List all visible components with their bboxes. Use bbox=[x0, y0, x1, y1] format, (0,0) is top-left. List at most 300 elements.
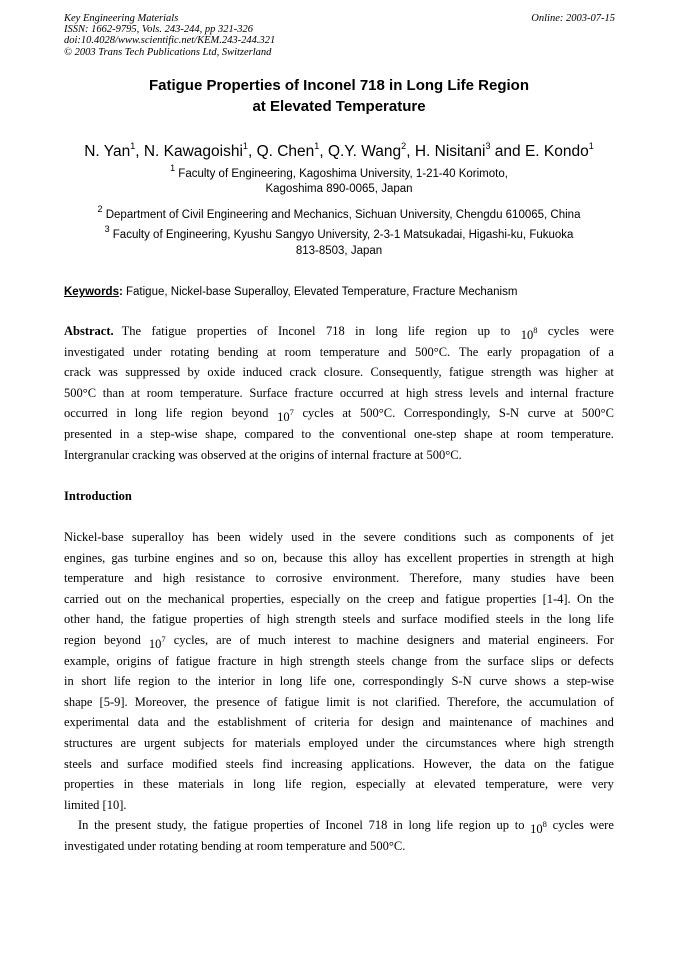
journal-name: Key Engineering Materials bbox=[64, 13, 179, 24]
word: and bbox=[422, 715, 441, 730]
word: life bbox=[309, 674, 327, 689]
word: one-step bbox=[414, 426, 457, 441]
word: and bbox=[505, 385, 524, 400]
word: fracture bbox=[574, 385, 614, 400]
word: this bbox=[328, 550, 347, 565]
introduction-line bbox=[64, 795, 614, 816]
word: internal bbox=[530, 385, 569, 400]
word: fatigue bbox=[284, 694, 320, 709]
word: Consequently, bbox=[370, 365, 442, 380]
word: increasing bbox=[291, 756, 343, 771]
word: up bbox=[477, 324, 491, 338]
word: change bbox=[391, 653, 428, 668]
word: long bbox=[408, 818, 431, 833]
introduction-line bbox=[64, 651, 614, 672]
word: jet bbox=[601, 530, 614, 544]
word: life bbox=[284, 777, 302, 792]
author-name: N. Yan bbox=[84, 143, 131, 161]
word: in bbox=[514, 550, 524, 565]
word: creep bbox=[387, 591, 415, 606]
word: the bbox=[598, 591, 614, 606]
author-name: Q. Chen bbox=[256, 143, 315, 161]
issn-line: ISSN: 1662-9795, Vols. 243-244, pp 321-326 bbox=[64, 24, 253, 36]
word: at bbox=[500, 426, 510, 441]
word: establishment bbox=[217, 715, 287, 730]
word: the bbox=[193, 715, 210, 730]
word: interior bbox=[218, 674, 255, 689]
word: design bbox=[381, 715, 414, 730]
word: interest bbox=[293, 632, 331, 647]
exponent: 8 bbox=[542, 819, 547, 830]
word: Nickel-base bbox=[64, 530, 124, 544]
word: region bbox=[191, 406, 223, 421]
word: 718 bbox=[325, 324, 345, 338]
word: or bbox=[560, 653, 572, 668]
word: beyond bbox=[104, 632, 141, 647]
word: by bbox=[187, 365, 200, 380]
word: from bbox=[434, 653, 459, 668]
word: in bbox=[119, 426, 130, 441]
word: step-wise bbox=[566, 674, 614, 689]
word: short bbox=[81, 674, 107, 689]
word: very bbox=[591, 777, 614, 792]
word: to bbox=[177, 674, 188, 689]
title-line-1: Fatigue Properties of Inconel 718 in Long Life Region bbox=[148, 77, 530, 94]
word: and bbox=[462, 632, 481, 647]
word: carried bbox=[64, 591, 99, 606]
abstract-last-line-text: Intergranular cracking was observed at the origins of internal fracture at 500°C. bbox=[64, 447, 462, 462]
word: region bbox=[435, 324, 468, 338]
word: been bbox=[590, 571, 614, 586]
word: crack bbox=[64, 365, 92, 380]
word: of bbox=[589, 344, 600, 359]
word: the bbox=[465, 653, 481, 668]
introduction-line bbox=[64, 774, 614, 795]
word: crack bbox=[289, 365, 317, 380]
word: experimental bbox=[64, 715, 130, 730]
word: resistance bbox=[195, 571, 245, 586]
word: cycles, bbox=[173, 632, 209, 647]
word: rotating bbox=[170, 344, 210, 359]
word: data bbox=[137, 715, 159, 730]
word: structures bbox=[64, 735, 113, 750]
word: long bbox=[134, 406, 158, 421]
word: Moreover, bbox=[134, 694, 187, 709]
word: For bbox=[596, 632, 614, 647]
word: are bbox=[216, 632, 232, 647]
author-affiliation-mark: 1 bbox=[314, 141, 320, 151]
word-with-superscript: $10^8$ bbox=[530, 819, 547, 837]
word: life bbox=[436, 818, 454, 833]
word: region bbox=[458, 818, 491, 833]
word: properties bbox=[196, 324, 247, 338]
word: excellent bbox=[406, 550, 453, 565]
word: properties bbox=[253, 818, 304, 833]
word: is bbox=[356, 694, 366, 709]
word: higher bbox=[565, 365, 598, 380]
word: designers bbox=[406, 632, 455, 647]
word: to bbox=[338, 632, 349, 647]
word: Therefore, bbox=[409, 571, 463, 586]
word: temperature. bbox=[179, 385, 243, 400]
word: on bbox=[127, 591, 140, 606]
word: cycles bbox=[547, 324, 580, 338]
word: and bbox=[220, 550, 239, 565]
word: maintenance bbox=[449, 715, 513, 730]
word: on, bbox=[261, 550, 278, 565]
word: criteria bbox=[314, 715, 350, 730]
word: in bbox=[355, 324, 365, 338]
abstract-line bbox=[64, 424, 614, 445]
author-separator: , bbox=[319, 143, 328, 161]
word: strength bbox=[309, 653, 350, 668]
word: investigated bbox=[64, 344, 125, 359]
keywords-line bbox=[64, 283, 624, 301]
word: fracture bbox=[217, 653, 257, 668]
word: region, bbox=[311, 777, 347, 792]
abstract-line bbox=[64, 342, 614, 363]
word: life bbox=[113, 674, 131, 689]
word: urgent bbox=[144, 735, 176, 750]
word: bending bbox=[217, 344, 259, 359]
word: On bbox=[577, 591, 593, 606]
word: fatigue bbox=[175, 653, 211, 668]
word: engines, bbox=[64, 550, 106, 565]
word: Surface bbox=[249, 385, 288, 400]
affiliation-2-text: Department of Civil Engineering and Mechanics, Sichuan University, Chengdu 610065, China bbox=[105, 208, 581, 221]
word: at bbox=[415, 777, 425, 792]
word: Inconel bbox=[325, 818, 363, 833]
word: were bbox=[589, 818, 614, 833]
word: fracture bbox=[294, 385, 334, 400]
word: steels bbox=[64, 756, 92, 771]
word: and bbox=[595, 715, 614, 730]
word: a bbox=[553, 674, 560, 689]
word: of bbox=[520, 715, 532, 730]
word: of bbox=[309, 818, 320, 833]
word: steels bbox=[356, 653, 385, 668]
word: cycles bbox=[302, 406, 334, 421]
author-affiliation-mark: 1 bbox=[242, 141, 248, 151]
word: fatigue bbox=[152, 612, 187, 627]
word: region bbox=[138, 674, 171, 689]
word: properties, bbox=[231, 591, 285, 606]
word: materials bbox=[254, 735, 301, 750]
word: Therefore, bbox=[447, 694, 500, 709]
word: the bbox=[546, 612, 562, 627]
word: and bbox=[420, 591, 439, 606]
introduction-heading: Introduction bbox=[64, 489, 132, 503]
word: S-N bbox=[498, 406, 520, 421]
word: superalloy bbox=[131, 530, 184, 544]
word: was bbox=[538, 365, 559, 380]
word: to bbox=[301, 426, 312, 441]
word: long bbox=[279, 674, 302, 689]
word: Correspondingly, bbox=[403, 406, 491, 421]
word: shape bbox=[64, 694, 93, 709]
word: The bbox=[121, 324, 142, 338]
word: strength bbox=[530, 550, 571, 565]
introduction-line bbox=[64, 609, 614, 630]
word: were bbox=[557, 777, 583, 792]
word: at bbox=[390, 385, 400, 400]
word: much bbox=[258, 632, 286, 647]
author-separator: and bbox=[490, 143, 525, 161]
journal-header bbox=[64, 13, 424, 58]
word: fatigue bbox=[448, 365, 484, 380]
affiliation-1-text: Faculty of Engineering, Kagoshima University, 1-21-40 Korimoto, bbox=[178, 167, 508, 180]
author-name: Q.Y. Wang bbox=[327, 143, 402, 161]
affiliation-1-number: 1 bbox=[170, 163, 176, 173]
word: region bbox=[64, 632, 96, 647]
word: in bbox=[116, 406, 127, 421]
abstract-line bbox=[64, 321, 614, 342]
word: shows bbox=[514, 674, 546, 689]
word: presented bbox=[64, 426, 112, 441]
word: example, bbox=[64, 653, 110, 668]
word: fatigue bbox=[445, 591, 480, 606]
word: at bbox=[342, 406, 352, 421]
word: life bbox=[408, 324, 425, 338]
word: at bbox=[131, 385, 141, 400]
keywords-colon: : bbox=[118, 286, 123, 298]
author-separator: , bbox=[247, 143, 257, 161]
word: employed bbox=[308, 735, 358, 750]
doi-line: doi:10.4028/www.scientific.net/KEM.243-244.321 bbox=[64, 35, 276, 47]
word: origins bbox=[116, 653, 152, 668]
word: in bbox=[530, 612, 540, 627]
word: other bbox=[64, 612, 90, 627]
word: corrosive bbox=[275, 571, 323, 586]
word: long bbox=[253, 777, 276, 792]
word: occurred bbox=[339, 385, 384, 400]
word: and bbox=[167, 715, 186, 730]
word: In bbox=[78, 818, 89, 833]
online-date: Online: 2003-07-15 bbox=[531, 13, 615, 24]
word: where bbox=[504, 735, 536, 750]
introduction-line bbox=[64, 754, 614, 775]
word: [1-4]. bbox=[542, 591, 571, 606]
introduction-line bbox=[64, 589, 614, 610]
word: high bbox=[266, 612, 290, 627]
word: the bbox=[506, 694, 523, 709]
word: of bbox=[582, 530, 594, 544]
word: to bbox=[255, 571, 266, 586]
word: one, bbox=[333, 674, 356, 689]
word: materials bbox=[178, 777, 225, 792]
word: strength bbox=[573, 735, 614, 750]
word: limit bbox=[326, 694, 350, 709]
author-name: H. Nisitani bbox=[414, 143, 486, 161]
word: to bbox=[500, 324, 511, 338]
word: the bbox=[555, 756, 571, 771]
word: the bbox=[94, 818, 110, 833]
word: was bbox=[98, 365, 118, 380]
author-separator: , bbox=[135, 143, 144, 161]
word: 500°C. bbox=[360, 406, 396, 421]
word: many bbox=[472, 571, 501, 586]
word: fatigue bbox=[213, 818, 248, 833]
introduction-line bbox=[64, 692, 614, 713]
introduction-line bbox=[64, 630, 614, 651]
word: propagation bbox=[520, 344, 581, 359]
word: are bbox=[120, 735, 136, 750]
author-name: E. Kondo bbox=[524, 143, 589, 161]
word: for bbox=[232, 735, 247, 750]
word: in bbox=[233, 777, 244, 792]
word: and bbox=[376, 612, 395, 627]
word: steels bbox=[495, 612, 524, 627]
word: the bbox=[130, 612, 146, 627]
author-separator: , bbox=[406, 143, 415, 161]
author-affiliation-mark: 3 bbox=[485, 141, 491, 151]
word: elevated bbox=[434, 777, 476, 792]
word: strength bbox=[295, 612, 336, 627]
word: 500°C bbox=[581, 406, 614, 421]
word: closure. bbox=[323, 365, 364, 380]
word: temperature, bbox=[485, 777, 549, 792]
word: high bbox=[405, 385, 429, 400]
word-with-superscript: $10^7$ bbox=[148, 633, 166, 652]
author-affiliation-mark: 1 bbox=[130, 141, 136, 151]
word: of bbox=[158, 653, 169, 668]
word: modified bbox=[444, 612, 490, 627]
word: these bbox=[142, 777, 169, 792]
word: suppressed bbox=[125, 365, 181, 380]
word: as bbox=[495, 530, 506, 544]
affiliation-2-number: 2 bbox=[97, 204, 103, 214]
word: room bbox=[146, 385, 174, 400]
word: were bbox=[589, 324, 614, 338]
word: environment. bbox=[332, 571, 400, 586]
word: than bbox=[102, 385, 125, 400]
word: induced bbox=[242, 365, 283, 380]
word: occurred bbox=[64, 406, 108, 421]
word: alloy bbox=[353, 550, 379, 565]
word: high bbox=[162, 571, 186, 586]
introduction-line bbox=[64, 527, 614, 548]
word: fatigue bbox=[579, 756, 614, 771]
introduction-line bbox=[64, 836, 614, 857]
word: and bbox=[388, 344, 407, 359]
introduction-body bbox=[64, 527, 614, 857]
word: high bbox=[280, 653, 303, 668]
paper-title bbox=[0, 76, 678, 117]
word: temperature bbox=[64, 571, 124, 586]
word: surface bbox=[127, 756, 164, 771]
affiliation-3-number: 3 bbox=[104, 224, 110, 234]
word: gas bbox=[111, 550, 129, 565]
introduction-line bbox=[64, 733, 614, 754]
word: [5-9]. bbox=[99, 694, 128, 709]
word: under bbox=[366, 735, 395, 750]
word: especially bbox=[355, 777, 406, 792]
word: temperature. bbox=[551, 426, 614, 441]
word: the bbox=[195, 674, 211, 689]
word: engines bbox=[175, 550, 214, 565]
word: data bbox=[504, 756, 526, 771]
word-with-superscript: $10^8$ bbox=[520, 325, 538, 343]
word: especially bbox=[290, 591, 341, 606]
word: been bbox=[217, 530, 241, 544]
word: out bbox=[105, 591, 122, 606]
word: of bbox=[295, 715, 306, 730]
word: conventional bbox=[341, 426, 407, 441]
word: find bbox=[262, 756, 283, 771]
word: the bbox=[192, 818, 208, 833]
word: study, bbox=[156, 818, 187, 833]
exponent: 8 bbox=[533, 325, 538, 335]
word: in bbox=[263, 653, 274, 668]
word: widely bbox=[248, 530, 283, 544]
word: long bbox=[375, 324, 398, 338]
word: at bbox=[576, 550, 586, 565]
introduction-line bbox=[64, 548, 614, 569]
word: clarified. bbox=[395, 694, 441, 709]
word: 500°C bbox=[64, 385, 97, 400]
word: to bbox=[514, 818, 525, 833]
word: properties bbox=[193, 612, 244, 627]
word: at bbox=[604, 365, 614, 380]
word: the bbox=[318, 426, 335, 441]
word: conditions bbox=[403, 530, 457, 544]
word: have bbox=[556, 571, 580, 586]
word: the bbox=[193, 694, 210, 709]
word: properties bbox=[458, 550, 509, 565]
word: so bbox=[244, 550, 256, 565]
word: the bbox=[340, 530, 356, 544]
word: defects bbox=[578, 653, 614, 668]
word: and bbox=[134, 571, 153, 586]
word: early bbox=[487, 344, 513, 359]
word: up bbox=[496, 818, 509, 833]
copyright-line: © 2003 Trans Tech Publications Ltd, Switzerland bbox=[64, 46, 272, 58]
word: machines bbox=[539, 715, 588, 730]
word: has bbox=[192, 530, 209, 544]
word: strength bbox=[491, 365, 532, 380]
word: beyond bbox=[231, 406, 269, 421]
word: of bbox=[257, 324, 268, 338]
word: The bbox=[458, 344, 479, 359]
abstract-line bbox=[64, 445, 614, 466]
word: in bbox=[393, 818, 403, 833]
word: step-wise bbox=[150, 426, 198, 441]
line-text: limited [10]. bbox=[64, 797, 127, 812]
word: such bbox=[464, 530, 488, 544]
word: correspondingly bbox=[362, 674, 444, 689]
word: engineers. bbox=[537, 632, 589, 647]
word: of bbox=[266, 694, 278, 709]
word: shape, bbox=[205, 426, 237, 441]
keywords-text: Fatigue, Nickel-base Superalloy, Elevated Temperature, Fracture Mechanism bbox=[126, 286, 518, 298]
word: curve bbox=[527, 406, 556, 421]
word: material bbox=[488, 632, 530, 647]
word: oxide bbox=[207, 365, 236, 380]
abstract-line bbox=[64, 383, 614, 404]
keywords-label: Keywords bbox=[64, 286, 119, 298]
author-name: N. Kawagoishi bbox=[143, 143, 243, 161]
word: applications. bbox=[351, 756, 415, 771]
word: studies bbox=[510, 571, 546, 586]
word: levels bbox=[469, 385, 499, 400]
word: compared bbox=[244, 426, 294, 441]
word: However, bbox=[423, 756, 472, 771]
word: in bbox=[322, 530, 333, 544]
word: used bbox=[291, 530, 315, 544]
word: under bbox=[133, 344, 162, 359]
word: hand, bbox=[96, 612, 124, 627]
word: components bbox=[514, 530, 575, 544]
